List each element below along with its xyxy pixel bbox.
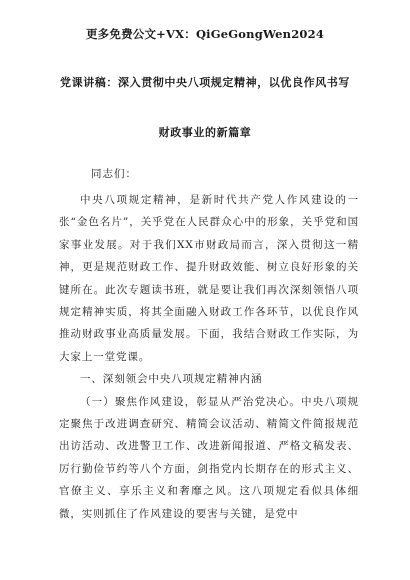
body-paragraph: （一）聚焦作风建设，彰显从严治党决心。中央八项规定聚焦于改进调查研究、精简会议活动、精简文件简报规范出访活动、改进警卫工作、改进新闻报道、严格文稿发表、厉行勤俭节约等八个方面，剑指党内长期存在的形式主义、官僚主义、享乐主义和奢靡之风。这八项规定看似具体细微，实则抓住了作风建设的要害与关键，是党中 (59, 395, 359, 520)
document-header: 更多免费公文+VX：QiGeGongWen2024 (85, 27, 325, 41)
section-heading: 一、深刻领会中央八项规定精神内涵 (80, 373, 263, 386)
document-title-line-2: 财政事业的新篇章 (158, 126, 252, 139)
document-title-line-1: 党课讲稿：深入贯彻中央八项规定精神，以优良作风书写 (60, 76, 350, 89)
document-body (59, 189, 359, 525)
greeting: 同志们： (91, 168, 137, 180)
body-paragraph: 中央八项规定精神，是新时代共产党人作风建设的一张“金色名片”，关乎党在人民群众心中的形象，关乎党和国家事业发展。对于我们XX市财政局而言，深入贯彻这一精神，更是规范财政工作、提升财政效能、树立良好形象的关键所在。此次专题读书班，就是要让我们再次深刻领悟八项规定精神实质，将其全面融入财政工作各环节，以优良作风推动财政事业高质量发展。下面，我结合财政工作实际，为大家上一堂党课。 (59, 194, 359, 363)
